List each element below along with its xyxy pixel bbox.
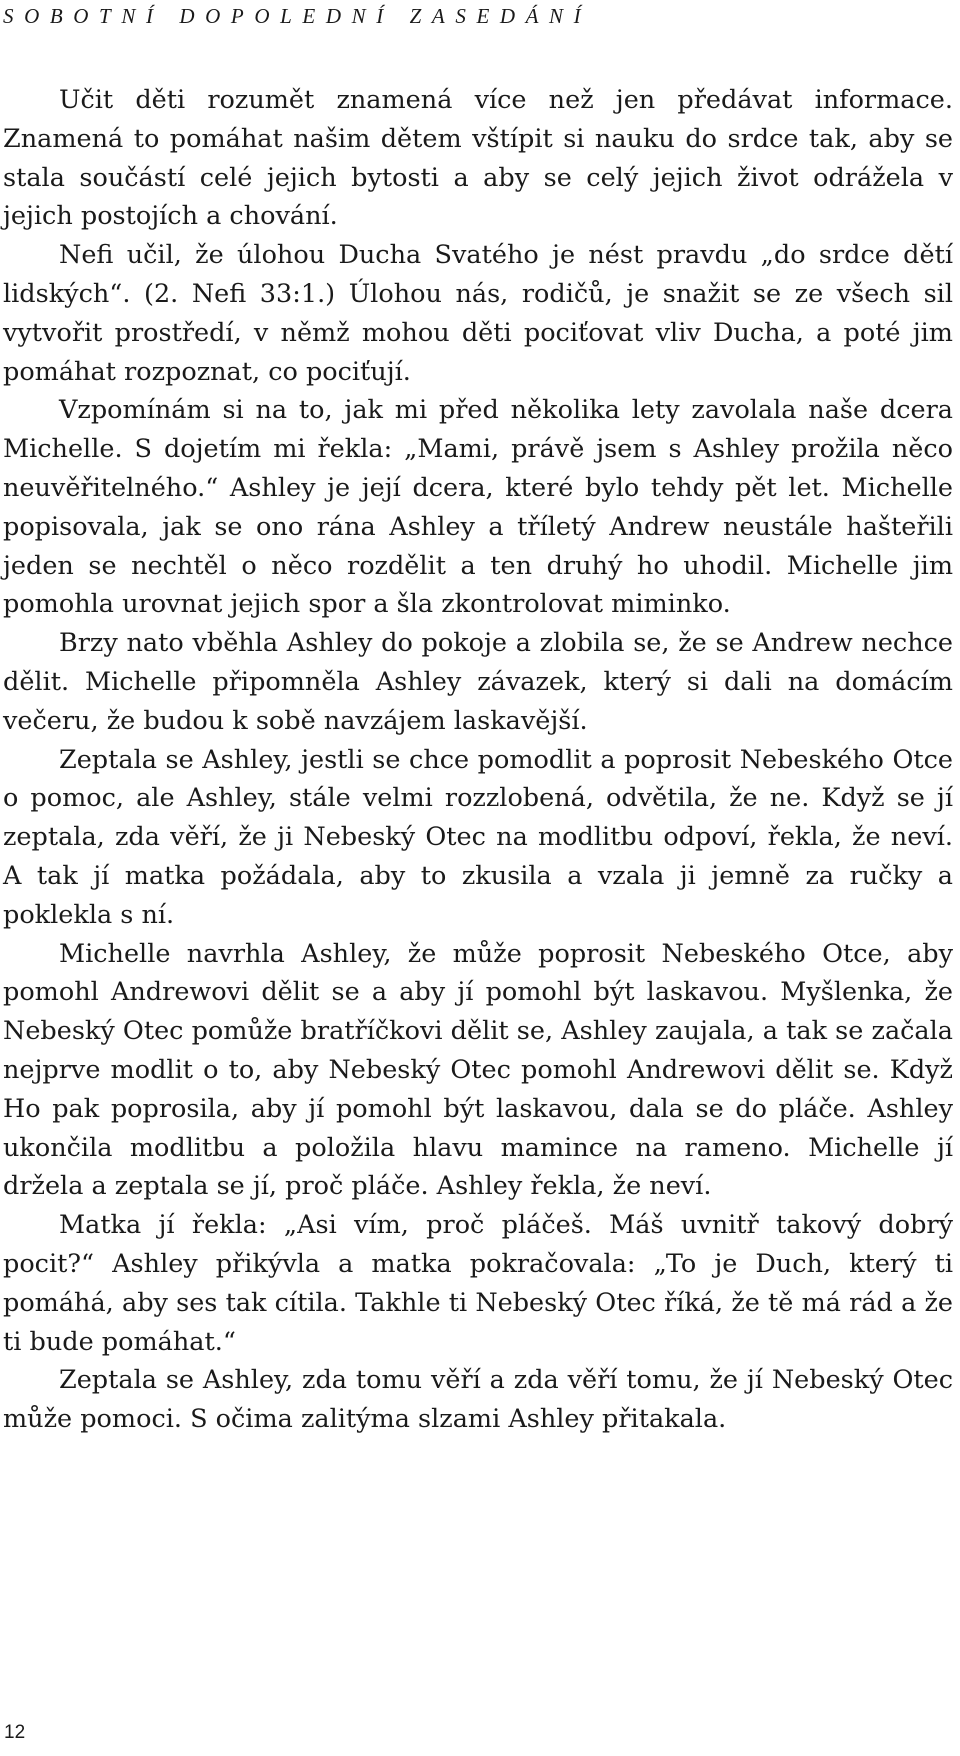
paragraph: Zeptala se Ashley, zda tomu věří a zda věří tomu, že jí Nebeský Otec může pomoci. S očima zalitýma slzami Ashley přitakala. (3, 1365, 953, 1435)
page-number: 12 (4, 1722, 26, 1743)
paragraph: Matka jí řekla: „Asi vím, proč pláčeš. Máš uvnitř takový dobrý pocit?“ Ashley přikývla a matka pokračovala: „To je Duch, který ti pomáhá, aby ses tak cítila. Takhle ti Nebeský Otec říká, že tě má rád a že ti bude pomáhat.“ (3, 1210, 953, 1357)
paragraph: Učit děti rozumět znamená více než jen předávat informace. Znamená to pomáhat našim dětem vštípit si nauku do srdce tak, aby se stala součástí celé jejich bytosti a aby se celý jejich život odrážela v jejich postojích a chování. (3, 85, 953, 232)
paragraph: Zeptala se Ashley, jestli se chce pomodlit a poprosit Nebeského Otce o pomoc, ale Ashley, stále velmi rozzlobená, odvětila, že ne. Když se jí zeptala, zda věří, že ji Nebeský Otec na modlitbu odpoví, řekla, že neví. A tak jí matka požádala, aby to zkusila a vzala ji jemně za ručky a poklekla s ní. (3, 744, 953, 930)
body-text (3, 81, 953, 1439)
paragraph: Brzy nato vběhla Ashley do pokoje a zlobila se, že se Andrew nechce dělit. Michelle připomněla Ashley závazek, který si dali na domácím večeru, že budou k sobě navzájem laskavější. (3, 628, 953, 736)
running-head: SOBOTNÍ DOPOLEDNÍ ZASEDÁNÍ (3, 4, 592, 28)
paragraph: Nefi učil, že úlohou Ducha Svatého je nést pravdu „do srdce dětí lidských“. (2. Nefi 33:1.) Úlohou nás, rodičů, je snažit se ze všech sil vytvořit prostředí, v němž mohou děti pociťovat vliv Ducha, a poté jim pomáhat rozpoznat, co pociťují. (3, 240, 953, 387)
paragraph: Vzpomínám si na to, jak mi před několika lety zavolala naše dcera Michelle. S dojetím mi řekla: „Mami, právě jsem s Ashley prožila něco neuvěřitelného.“ Ashley je její dcera, které bylo tehdy pět let. Michelle popisovala, jak se ono rána Ashley a tříletý Andrew neustále hašteřili jeden se nechtěl o něco rozdělit a ten druhý ho uhodil. Michelle jim pomohla urovnat jejich spor a šla zkontrolovat miminko. (3, 395, 953, 620)
paragraph: Michelle navrhla Ashley, že může poprosit Nebeského Otce, aby pomohl Andrewovi dělit se a aby jí pomohl být laskavou. Myšlenka, že Nebeský Otec pomůže bratříčkovi dělit se, Ashley zaujala, a tak se začala nejprve modlit o to, aby Nebeský Otec pomohl Andrewovi dělit se. Když Ho pak poprosila, aby jí pomohl být laskavou, dala se do pláče. Ashley ukončila modlitbu a položila hlavu mamince na rameno. Michelle jí držela a zeptala se jí, proč pláče. Ashley řekla, že neví. (3, 938, 953, 1202)
